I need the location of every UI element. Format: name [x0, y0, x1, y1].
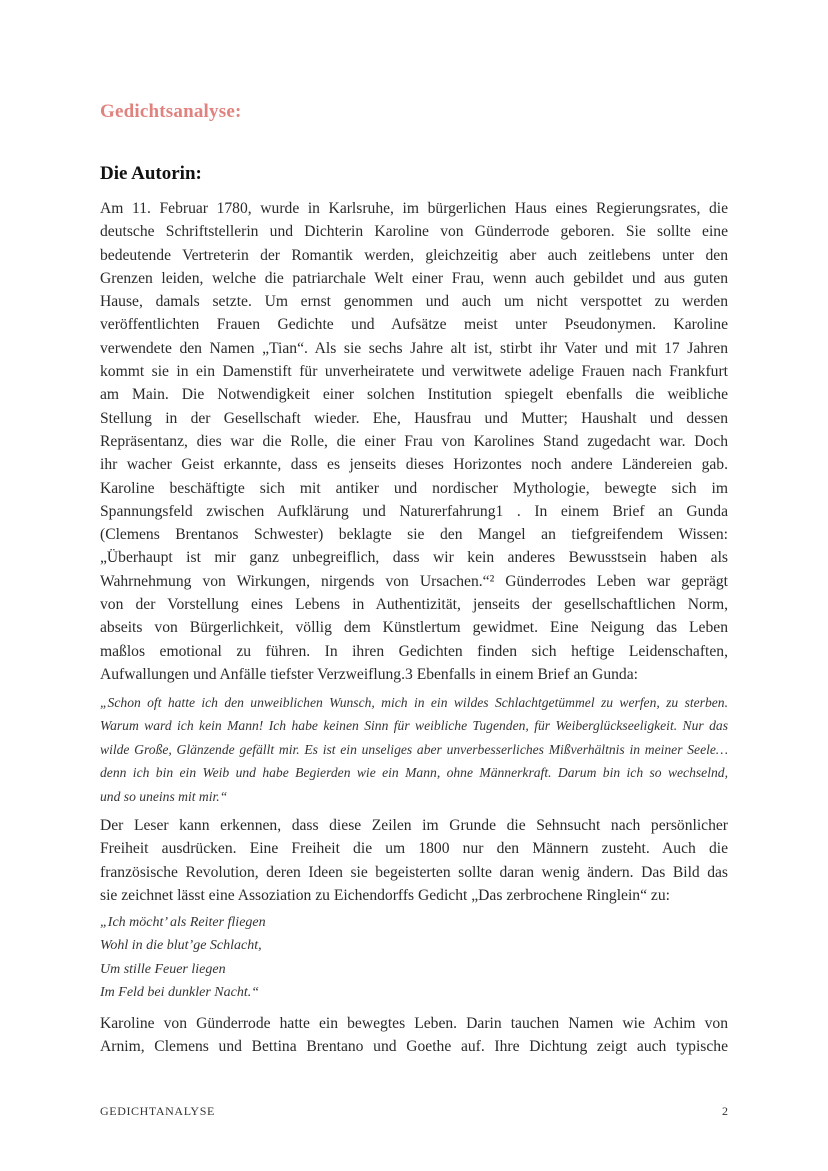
text-line: Grenzen leiden, welche die patriarchale Welt einer Frau, wenn auch gebildet und aus guten: [100, 269, 728, 287]
text-line: „Schon oft hatte ich den unweiblichen Wunsch, mich in ein wildes Schlachtgetümmel zu werfen, zu sterben.: [100, 695, 728, 710]
text-line: Am 11. Februar 1780, wurde in Karlsruhe, im bürgerlichen Haus eines Regierungsrates, die: [100, 200, 728, 217]
text-line: bedeutende Vertreterin der Romantik werden, gleichzeitig aber auch zeitlebens unter den: [100, 246, 728, 264]
text-line: Der Leser kann erkennen, dass diese Zeilen im Grunde die Sehnsucht nach persönlicher: [100, 817, 728, 834]
quote-letter-gunda: [100, 691, 728, 808]
text-line: und so uneins mit mir.“: [100, 788, 228, 804]
text-line: Karoline von Günderrode hatte ein bewegtes Leben. Darin tauchen Namen wie Achim von: [100, 1015, 728, 1032]
text-line: Freiheit ausdrücken. Eine Freiheit die um 1800 nur den Männern zusteht. Auch die: [100, 840, 728, 858]
text-line: Spannungsfeld zwischen Aufklärung und Naturerfahrung1 . In einem Brief an Gunda: [100, 502, 728, 520]
text-line: Warum ward ich kein Mann! Ich habe keinen Sinn für weibliche Tugenden, für Weiberglückseeligkeit. Nur das: [100, 718, 728, 734]
document-title: Gedichtsanalyse:: [100, 101, 242, 122]
text-line: ihr wacher Geist erkannte, dass es jenseits dieses Horizontes noch andere Ländereien gab.: [100, 456, 728, 474]
text-line: Hause, damals setzte. Um ernst genommen und auch um nicht verspottet zu werden: [100, 293, 728, 311]
text-line: Arnim, Clemens und Bettina Brentano und Goethe auf. Ihre Dichtung zeigt auch typische: [100, 1038, 728, 1056]
text-line: veröffentlichten Frauen Gedichte und Aufsätze meist unter Pseudonymen. Karoline: [100, 316, 728, 334]
text-line: abseits von Bürgerlichkeit, völlig dem Künstlertum gewidmet. Eine Neigung das Leben: [100, 619, 728, 637]
text-line: Um stille Feuer liegen: [100, 961, 226, 977]
text-line: kommt sie in ein Damenstift für unverheiratete und verwitwete adelige Frauen nach Frankfurt: [100, 363, 728, 381]
text-line: (Clemens Brentanos Schwester) beklagte sie den Mangel an tiefgreifendem Wissen:: [100, 526, 728, 544]
section-title-author: Die Autorin:: [100, 163, 202, 184]
text-line: von der Vorstellung eines Lebens in Authentizität, jenseits der gesellschaftlichen Norm,: [100, 596, 728, 614]
text-line: Im Feld bei dunkler Nacht.“: [100, 985, 260, 1001]
text-line: französische Revolution, deren Ideen sie begeisterten sollte daran wenig ändern. Das Bild das: [100, 863, 728, 881]
text-line: Aufwallungen und Anfälle tiefster Verzweiflung.3 Ebenfalls in einem Brief an Gunda:: [100, 665, 638, 683]
text-line: deutsche Schriftstellerin und Dichterin Karoline von Günderrode geboren. Sie sollte eine: [100, 223, 728, 241]
text-line: Repräsentanz, dies war die Rolle, die einer Frau von Karolines Stand zugedacht war. Doch: [100, 432, 728, 450]
text-line: Karoline beschäftigte sich mit antiker und nordischer Mythologie, bewegte sich im: [100, 479, 728, 497]
text-line: denn ich bin ein Weib und habe Begierden wie ein Mann, ohne Männerkraft. Darum bin ich so wechselnd,: [100, 765, 728, 781]
text-line: Wohl in die blut’ge Schlacht,: [100, 938, 262, 954]
text-line: am Main. Die Notwendigkeit einer solchen Institution spiegelt ebenfalls die weibliche: [100, 386, 728, 404]
text-line: wilde Große, Glänzende gefällt mir. Es ist ein unseliges aber unverbesserliches Mißverhältnis in meiner Seele…: [100, 741, 728, 757]
text-line: Stellung in der Gesellschaft wieder. Ehe, Hausfrau und Mutter; Haushalt und dessen: [100, 409, 728, 427]
text-line: „Überhaupt ist mir ganz unbegreiflich, dass wir kein anderes Bewusstsein haben als: [100, 549, 728, 567]
footer-running-title: GEDICHTANALYSE: [100, 1104, 215, 1118]
text-line: verwendete den Namen „Tian“. Als sie sechs Jahre alt ist, stirbt ihr Vater und mit 17 Jahren: [100, 339, 728, 357]
text-line: sie zeichnet lässt eine Assoziation zu Eichendorffs Gedicht „Das zerbrochene Ringlein“ zu:: [100, 886, 670, 904]
paragraph-freedom: [100, 814, 728, 907]
poem-quote-eichendorff: [100, 911, 728, 1005]
paragraph-life: [100, 1012, 728, 1059]
footer-page-number: 2: [722, 1104, 728, 1118]
paragraph-biography: [100, 197, 728, 686]
text-line: Wahrnehmung von Wirkungen, nirgends von Ursachen.“² Günderrodes Leben war geprägt: [100, 572, 728, 590]
text-line: „Ich möcht’ als Reiter fliegen: [100, 915, 266, 930]
text-line: maßlos emotional zu führen. In ihren Gedichten finden sich heftige Leidenschaften,: [100, 642, 728, 660]
